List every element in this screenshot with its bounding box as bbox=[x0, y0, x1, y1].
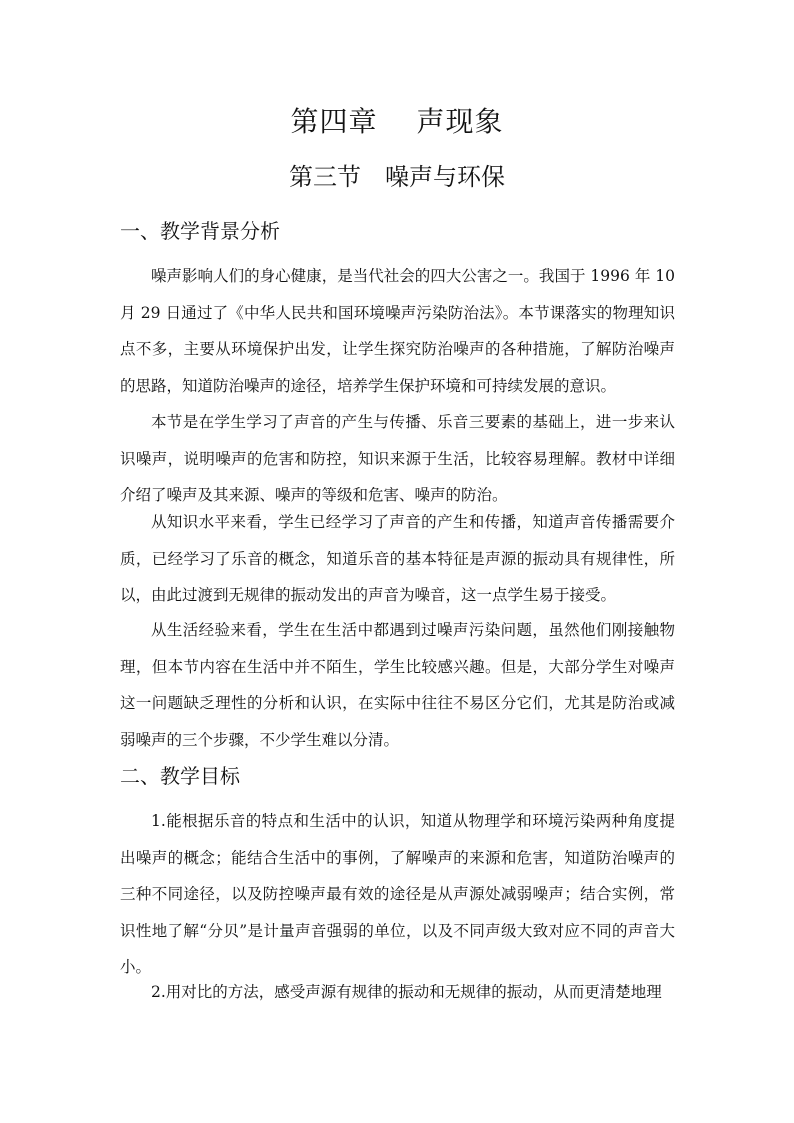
paragraph-background-4: 从生活经验来看，学生在生活中都遇到过噪声污染问题，虽然他们刚接触物理，但本节内容在生活中并不陌生，学生比较感兴趣。但是，大部分学生对噪声这一问题缺乏理性的分析和认识，在实际中往往不易区分它们，尤其是防治或减弱噪声的三个步骤，不少学生难以分清。 bbox=[120, 621, 675, 749]
paragraph-background-1: 噪声影响人们的身心健康，是当代社会的四大公害之一。我国于 1996 年 10 月 29 日通过了《中华人民共和国环境噪声污染防治法》。本节课落实的物理知识点不多，主要从环境保护出发，让学生探究防治噪声的各种措施，了解防治噪声的思路，知道防治噪声的途径，培养学生保护环境和可持续发展的意识。 bbox=[120, 267, 675, 395]
heading-teaching-background: 一、教学背景分析 bbox=[120, 219, 280, 243]
heading-teaching-objectives: 二、教学目标 bbox=[120, 764, 240, 788]
section-title: 第三节 噪声与环保 bbox=[289, 163, 505, 191]
chapter-title: 第四章 声现象 bbox=[290, 105, 504, 138]
paragraph-background-3: 从知识水平来看，学生已经学习了声音的产生和传播，知道声音传播需要介质，已经学习了乐音的概念，知道乐音的基本特征是声源的振动具有规律性，所以，由此过渡到无规律的振动发出的声音为噪音，这一点学生易于接受。 bbox=[120, 513, 675, 604]
paragraph-objective-2: 2.用对比的方法，感受声源有规律的振动和无规律的振动，从而更清楚地理 bbox=[151, 983, 662, 1001]
paragraph-background-2: 本节是在学生学习了声音的产生与传播、乐音三要素的基础上，进一步来认识噪声，说明噪声的危害和防控，知识来源于生活，比较容易理解。教材中详细介绍了噪声及其来源、噪声的等级和危害、噪声的防治。 bbox=[120, 413, 675, 504]
paragraph-objective-1: 1.能根据乐音的特点和生活中的认识，知道从物理学和环境污染两种角度提出噪声的概念；能结合生活中的事例，了解噪声的来源和危害，知道防治噪声的三种不同途径，以及防控噪声最有效的途径是从声源处减弱噪声；结合实例，常识性地了解“分贝”是计量声音强弱的单位，以及不同声级大致对应不同的声音大小。 bbox=[120, 812, 675, 976]
